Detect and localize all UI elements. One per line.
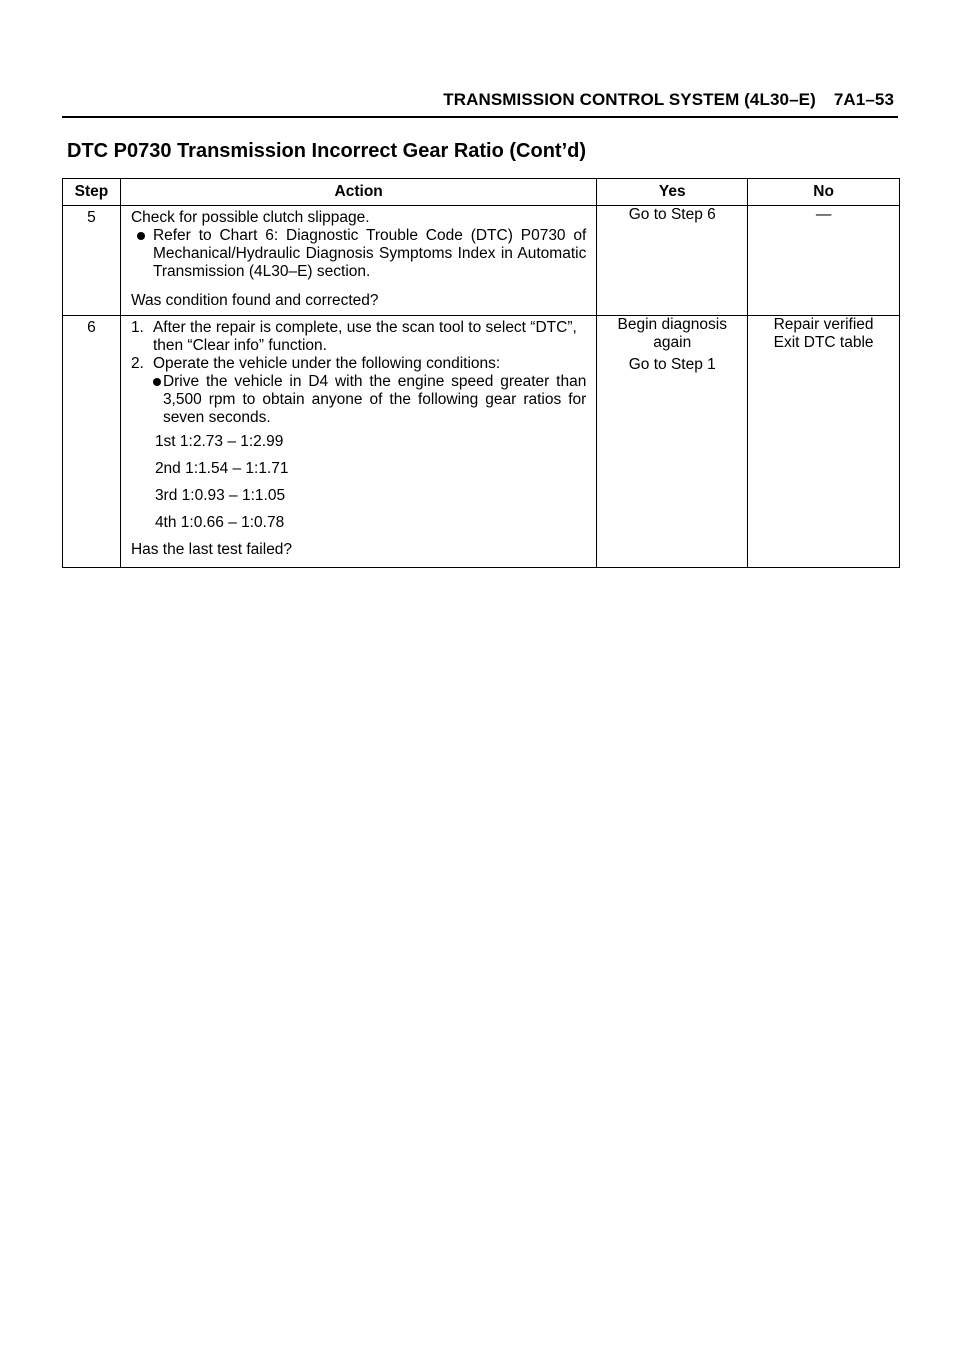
action-intro: Check for possible clutch slippage.	[130, 209, 370, 226]
bullet-icon	[153, 378, 161, 386]
yes-line-2: again	[653, 334, 692, 351]
gear-ratio-2nd: 2nd 1:1.54 – 1:1.71	[154, 460, 289, 477]
yes-cell: Go to Step 6	[597, 206, 748, 316]
gear-ratio-3rd: 3rd 1:0.93 – 1:1.05	[154, 487, 286, 504]
table-row	[63, 206, 900, 316]
step-number: 5	[63, 206, 121, 316]
action-bullet-text: Drive the vehicle in D4 with the engine speed greater than 3,500 rpm to obtain anyone of the following gear ratios for seven seconds.	[162, 373, 587, 426]
bullet-icon	[137, 232, 145, 240]
action-cell	[120, 316, 596, 568]
action-bullet-text: Refer to Chart 6: Diagnostic Trouble Code (DTC) P0730 of Mechanical/Hydraulic Diagnosis Symptoms Index in Automatic Transmission (4L30–E) section.	[152, 227, 587, 280]
table-header-row	[63, 179, 900, 206]
step-number: 6	[63, 316, 121, 568]
table-row	[63, 316, 900, 568]
no-line-1: Repair verified	[773, 316, 874, 333]
action-item-2: 2. Operate the vehicle under the following conditions:	[131, 355, 586, 373]
column-header-yes: Yes	[597, 179, 748, 206]
yes-cell	[597, 316, 748, 568]
action-bullet-item	[131, 373, 586, 427]
action-question: Has the last test failed?	[130, 541, 293, 558]
page-title: DTC P0730 Transmission Incorrect Gear Ratio (Cont’d)	[67, 140, 587, 162]
column-header-action: Action	[120, 179, 596, 206]
action-question: Was condition found and corrected?	[130, 292, 379, 309]
action-item-1: 1. After the repair is complete, use the scan tool to select “DTC”, then “Clear info” function.	[131, 319, 586, 355]
no-cell: —	[748, 206, 900, 316]
action-cell	[120, 206, 596, 316]
diagnostic-table	[62, 178, 900, 568]
section-title: TRANSMISSION CONTROL SYSTEM (4L30–E)	[443, 90, 816, 109]
no-cell	[748, 316, 900, 568]
yes-line-3: Go to Step 1	[628, 356, 716, 373]
yes-line-1: Begin diagnosis	[617, 316, 727, 333]
action-bullet-item	[131, 227, 586, 281]
no-line-2: Exit DTC table	[773, 334, 874, 351]
column-header-step: Step	[63, 179, 121, 206]
page-number: 7A1–53	[833, 90, 894, 109]
column-header-no: No	[748, 179, 900, 206]
action-item-1-text: After the repair is complete, use the scan tool to select “DTC”, then “Clear info” function.	[152, 319, 577, 354]
gear-ratio-1st: 1st 1:2.73 – 1:2.99	[154, 433, 284, 450]
page-header	[62, 88, 898, 118]
action-item-2-text: Operate the vehicle under the following conditions:	[152, 355, 501, 372]
gear-ratio-4th: 4th 1:0.66 – 1:0.78	[154, 514, 285, 531]
